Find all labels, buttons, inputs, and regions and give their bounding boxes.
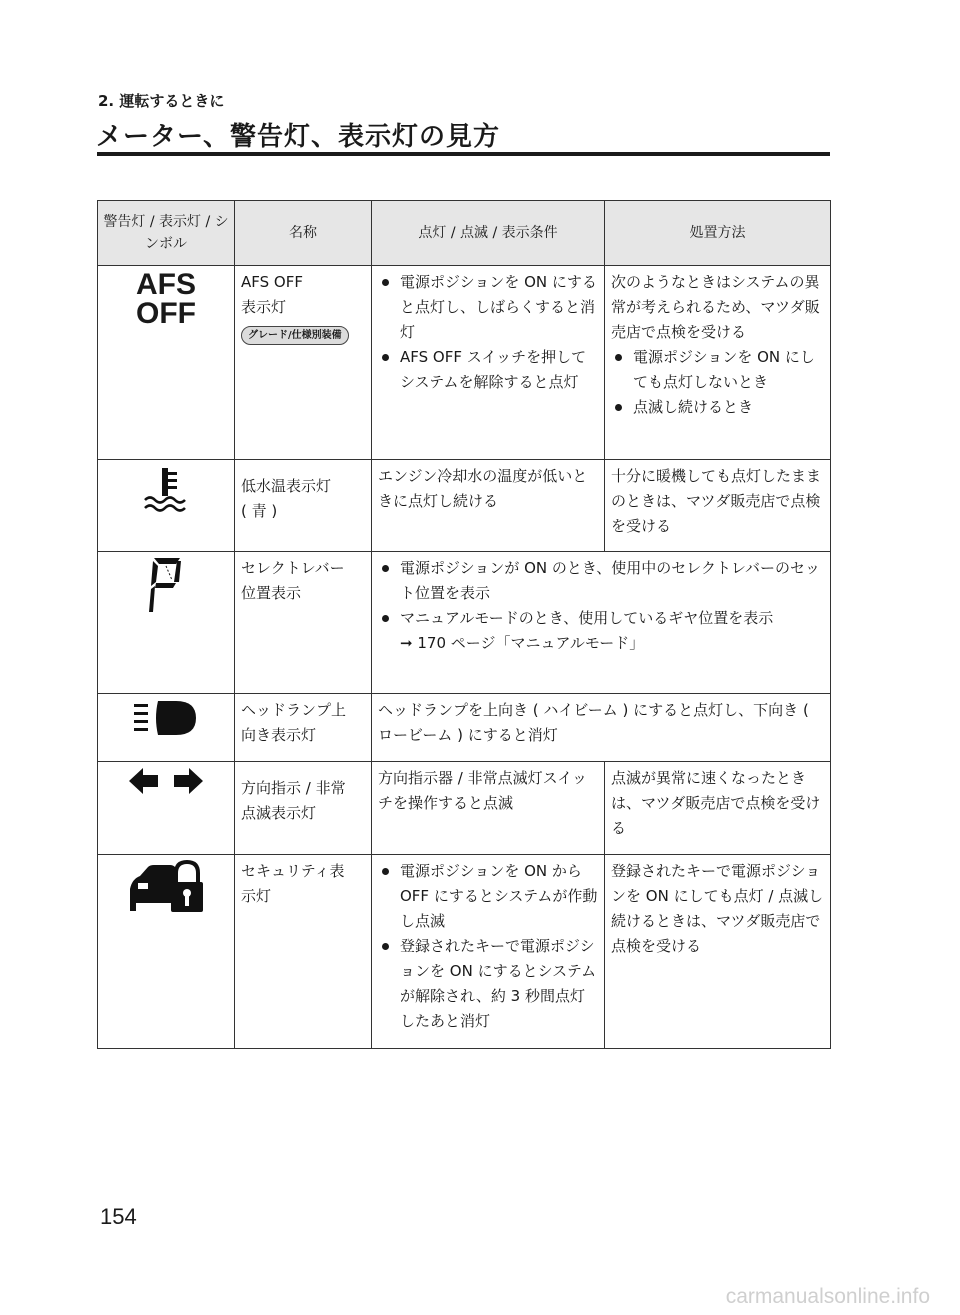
indicator-name-line2: ( 青 ) [241, 502, 278, 520]
reference-arrow-icon: ➞ [400, 634, 413, 652]
section-label: 2. 運転するときに [98, 92, 225, 110]
grade-badge: グレード/仕様別装備 [241, 326, 349, 345]
table-row [98, 460, 831, 552]
indicator-table [97, 200, 831, 1049]
table-row [98, 266, 831, 460]
icon-cell [98, 762, 235, 855]
indicator-name-line1: セレクトレバー [241, 559, 345, 577]
table-row [98, 694, 831, 762]
table-header-row [98, 201, 831, 266]
condition-cell [372, 855, 605, 1049]
condition-item: 電源ポジションを ON から OFF にするとシステムが作動し点滅 [378, 859, 598, 934]
afs-icon-line2: OFF [136, 297, 196, 330]
low-coolant-temperature-icon [141, 464, 191, 514]
page-number: 154 [100, 1204, 137, 1229]
icon-cell [98, 460, 235, 552]
condition-cell [372, 552, 831, 694]
action-cell: 登録されたキーで電源ポジションを ON にしても点灯 / 点滅し続けるときは、マツダ販売店で点検を受ける [605, 855, 831, 1049]
name-cell [235, 552, 372, 694]
action-cell: 点滅が異常に速くなったときは、マツダ販売店で点検を受ける [605, 762, 831, 855]
header-action: 処置方法 [605, 201, 831, 266]
name-cell [235, 694, 372, 762]
shift-position-p-icon [146, 556, 186, 614]
icon-cell [98, 552, 235, 694]
header-condition: 点灯 / 点滅 / 表示条件 [372, 201, 605, 266]
action-text: 次のようなときはシステムの異常が考えられるため、マツダ販売店で点検を受ける [611, 273, 820, 341]
condition-item: 電源ポジションが ON のとき、使用中のセレクトレバーのセット位置を表示 [378, 556, 824, 606]
table-row [98, 762, 831, 855]
action-item: 点滅し続けるとき [611, 395, 824, 420]
icon-cell [98, 855, 235, 1049]
watermark: carmanualsonline.info [725, 1285, 930, 1308]
security-car-lock-icon [126, 859, 206, 915]
reference-text: 170 ページ「マニュアルモード」 [417, 634, 645, 652]
icon-cell [98, 266, 235, 460]
high-beam-icon [130, 698, 202, 738]
name-cell [235, 460, 372, 552]
condition-item: 登録されたキーで電源ポジションを ON にするとシステムが解除され、約 3 秒間点灯したあと消灯 [378, 934, 598, 1034]
page-reference [378, 631, 824, 656]
indicator-name-line1: セキュリティ表 [241, 862, 345, 880]
condition-cell: ヘッドランプを上向き ( ハイビーム ) にすると点灯し、下向き ( ロービーム ) にすると消灯 [372, 694, 831, 762]
name-cell [235, 855, 372, 1049]
indicator-name-line2: 位置表示 [241, 584, 302, 602]
indicator-name-line2: 点滅表示灯 [241, 804, 317, 822]
condition-cell: 方向指示器 / 非常点滅灯スイッチを操作すると点滅 [372, 762, 605, 855]
indicator-name-line2: 示灯 [241, 887, 272, 905]
name-cell [235, 266, 372, 460]
afs-off-icon [136, 270, 196, 328]
condition-item: マニュアルモードのとき、使用しているギヤ位置を表示 [378, 606, 824, 631]
turn-signal-arrows-icon [126, 766, 206, 796]
indicator-name-line1: ヘッドランプ上 [241, 701, 347, 719]
indicator-name-line1: AFS OFF [241, 273, 303, 291]
indicator-name-line1: 低水温表示灯 [241, 477, 332, 495]
indicator-name-line1: 方向指示 / 非常 [241, 779, 346, 797]
header-name: 名称 [235, 201, 372, 266]
title-rule [97, 152, 830, 156]
action-cell: 十分に暖機しても点灯したままのときは、マツダ販売店で点検を受ける [605, 460, 831, 552]
condition-item: AFS OFF スイッチを押してシステムを解除すると点灯 [378, 345, 598, 395]
table-row [98, 552, 831, 694]
action-item: 電源ポジションを ON にしても点灯しないとき [611, 345, 824, 395]
afs-icon-line1: AFS [136, 268, 196, 301]
indicator-name-line2: 表示灯 [241, 298, 287, 316]
indicator-name-line2: 向き表示灯 [241, 726, 317, 744]
name-cell [235, 762, 372, 855]
table-row [98, 855, 831, 1049]
condition-cell: エンジン冷却水の温度が低いときに点灯し続ける [372, 460, 605, 552]
header-symbol: 警告灯 / 表示灯 / シンボル [98, 201, 235, 266]
page-title: メーター、警告灯、表示灯の見方 [96, 122, 500, 152]
action-cell [605, 266, 831, 460]
condition-cell [372, 266, 605, 460]
condition-item: 電源ポジションを ON にすると点灯し、しばらくすると消灯 [378, 270, 598, 345]
icon-cell [98, 694, 235, 762]
